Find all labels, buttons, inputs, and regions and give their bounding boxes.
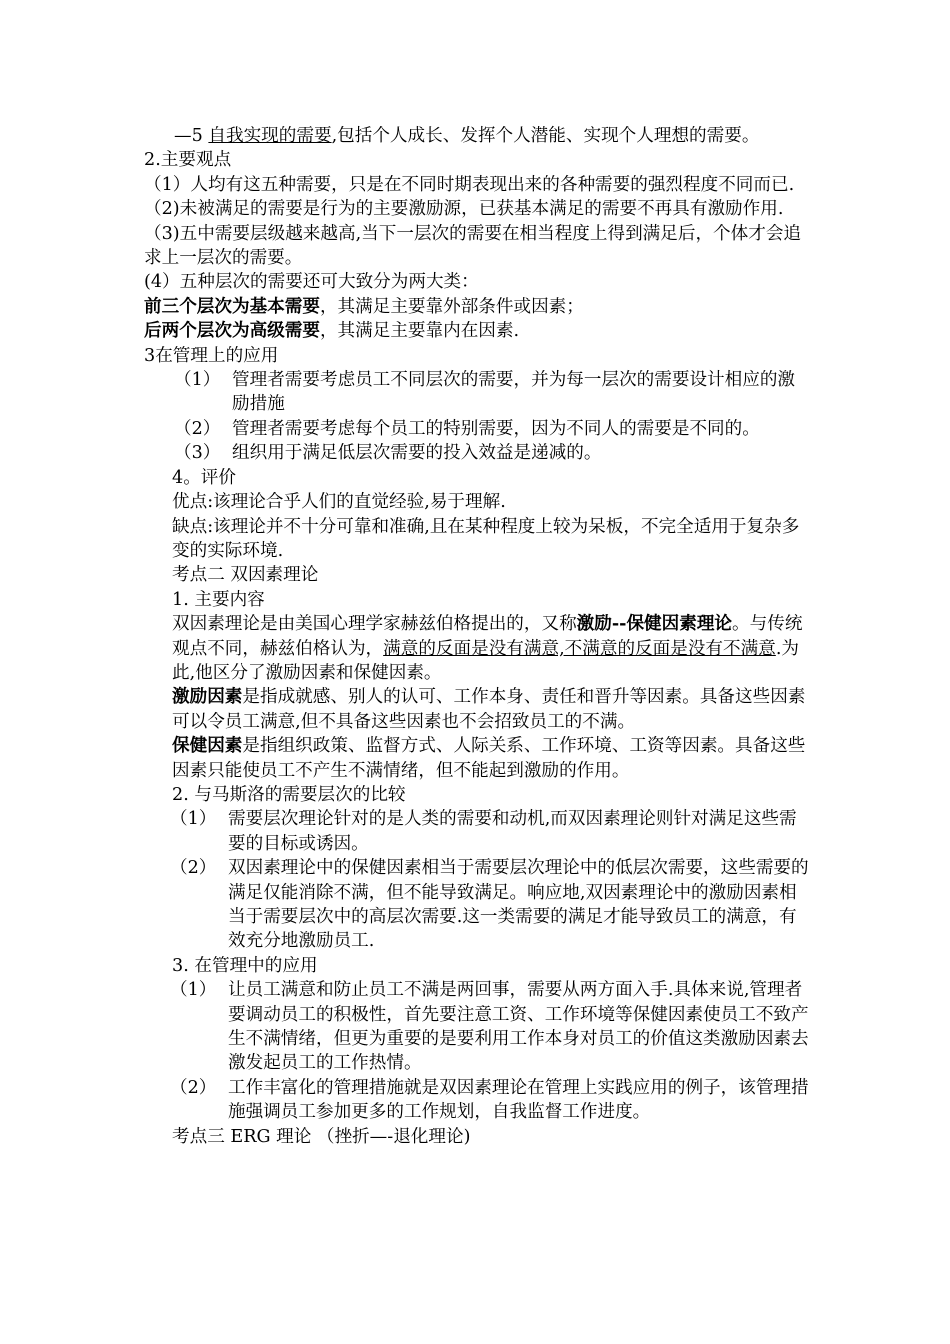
mgmt-item-1 <box>170 978 812 1076</box>
app-item-2-num: （2） <box>174 418 221 439</box>
basic-needs-text: ，其满足主要靠外部条件或因素； <box>319 296 584 317</box>
need-level-5 <box>144 124 812 148</box>
pros: 优点:该理论合乎人们的直觉经验,易于理解. <box>172 492 506 513</box>
app-item-3 <box>174 441 812 465</box>
need-level-5-prefix: —5 <box>174 126 209 146</box>
cmp-item-1-num: （1） <box>170 809 217 830</box>
mgmt-item-2 <box>170 1076 812 1125</box>
intro-text-a: 双因素理论是由美国心理学家赫兹伯格提出的，又称 <box>172 614 577 635</box>
view-3: （3)五中需要层级越来越高,当下一层次的需要在相当程度上得到满足后，个体才会追求上一层次的需要。 <box>144 223 802 269</box>
view-advanced-needs <box>144 319 812 343</box>
intro-text-b: 。与传统观点不同，赫兹伯格认为， <box>172 614 803 659</box>
view-basic-needs <box>144 295 812 319</box>
need-level-5-term: 自我实现的需要 <box>208 126 332 146</box>
hygiene-factors <box>172 734 812 783</box>
app-item-1-num: （1） <box>174 370 221 391</box>
intro-text-c: .为此,他区分了激励因素和保健因素。 <box>172 638 799 683</box>
heading-management-use: 3. 在管理中的应用 <box>172 955 318 976</box>
motivators <box>172 685 812 734</box>
mgmt-item-2-text: 工作丰富化的管理措施就是双因素理论在管理上实践应用的例子，该管理措施强调员工参加更多的工作规划，自我监督工作进度。 <box>228 1077 809 1123</box>
heading-erg-theory: 考点三 ERG 理论 （挫折—-退化理论) <box>172 1126 471 1147</box>
heading-main-views: 2.主要观点 <box>144 150 232 171</box>
app-item-1-text: 管理者需要考虑员工不同层次的需要，并为每一层次的需要设计相应的激励措施 <box>232 370 796 415</box>
heading-management-application: 3在管理上的应用 <box>144 345 279 366</box>
cmp-item-2-text: 双因素理论中的保健因素相当于需要层次理论中的低层次需要，这些需要的满足仅能消除不满，但不能导致满足。响应地,双因素理论中的激励因素相当于需要层次中的高层次需要.这一类需要的满足才能导致员工的满意，有效充分地激励员工. <box>228 858 809 952</box>
mgmt-item-2-num: （2） <box>170 1077 217 1098</box>
motivators-term: 激励因素 <box>172 686 243 708</box>
view-2: （2)未被满足的需要是行为的主要激励源，已获基本满足的需要不再具有激励作用. <box>144 199 784 220</box>
cons: 缺点:该理论并不十分可靠和准确,且在某种程度上较为呆板，不完全适用于复杂多变的实际环境. <box>172 516 800 561</box>
document-body <box>144 124 812 1149</box>
app-item-1 <box>174 368 812 417</box>
basic-needs-term: 前三个层次为基本需要 <box>144 295 320 317</box>
hygiene-text: 是指组织政策、监督方式、人际关系、工作环境、工资等因素。具备这些因素只能使员工不产生不满情绪，但不能起到激励的作用。 <box>172 736 806 781</box>
app-item-2-text: 管理者需要考虑每个员工的特别需要，因为不同人的需要是不同的。 <box>232 418 760 439</box>
advanced-needs-text: ，其满足主要靠内在因素. <box>319 321 520 342</box>
two-factor-intro <box>172 612 812 685</box>
intro-key-point: 满意的反面是没有满意,不满意的反面是没有不满意 <box>383 638 776 659</box>
app-item-2 <box>174 417 812 441</box>
intro-term: 激励--保健因素理论 <box>576 613 733 635</box>
view-1: （1）人均有这五种需要，只是在不同时期表现出来的各种需要的强烈程度不同而已. <box>144 174 795 195</box>
mgmt-item-1-num: （1） <box>170 980 217 1001</box>
mgmt-item-1-text: 让员工满意和防止员工不满是两回事，需要从两方面入手.具体来说,管理者要调动员工的积极性，首先要注意工资、工作环境等保健因素使员工不致产生不满情绪，但更为重要的是要利用工作本身对员工的价值这类激励因素去激发起员工的工作热情。 <box>228 980 809 1074</box>
hygiene-term: 保健因素 <box>172 735 243 757</box>
heading-evaluation: 4。评价 <box>172 467 236 488</box>
cmp-item-2-num: （2） <box>170 858 217 879</box>
advanced-needs-term: 后两个层次为高级需要 <box>144 320 320 342</box>
cmp-item-1-text: 需要层次理论针对的是人类的需要和动机,而双因素理论则针对满足这些需要的目标或诱因。 <box>228 809 797 854</box>
heading-two-factor-theory: 考点二 双因素理论 <box>172 565 319 586</box>
need-level-5-text: ,包括个人成长、发挥个人潜能、实现个人理想的需要。 <box>331 126 760 146</box>
view-4: (4）五种层次的需要还可大致分为两大类： <box>144 272 479 293</box>
cmp-item-2 <box>170 856 812 954</box>
heading-main-content: 1. 主要内容 <box>172 589 265 610</box>
motivators-text: 是指成就感、别人的认可、工作本身、责任和晋升等因素。具备这些因素可以令员工满意,但不具备这些因素也不会招致员工的不满。 <box>172 687 806 732</box>
app-item-3-text: 组织用于满足低层次需要的投入效益是递减的。 <box>232 443 602 464</box>
app-item-3-num: （3） <box>174 443 221 464</box>
heading-comparison: 2. 与马斯洛的需要层次的比较 <box>172 784 406 805</box>
section-evaluation-and-two-factor <box>144 466 812 808</box>
cmp-item-1 <box>170 807 812 856</box>
